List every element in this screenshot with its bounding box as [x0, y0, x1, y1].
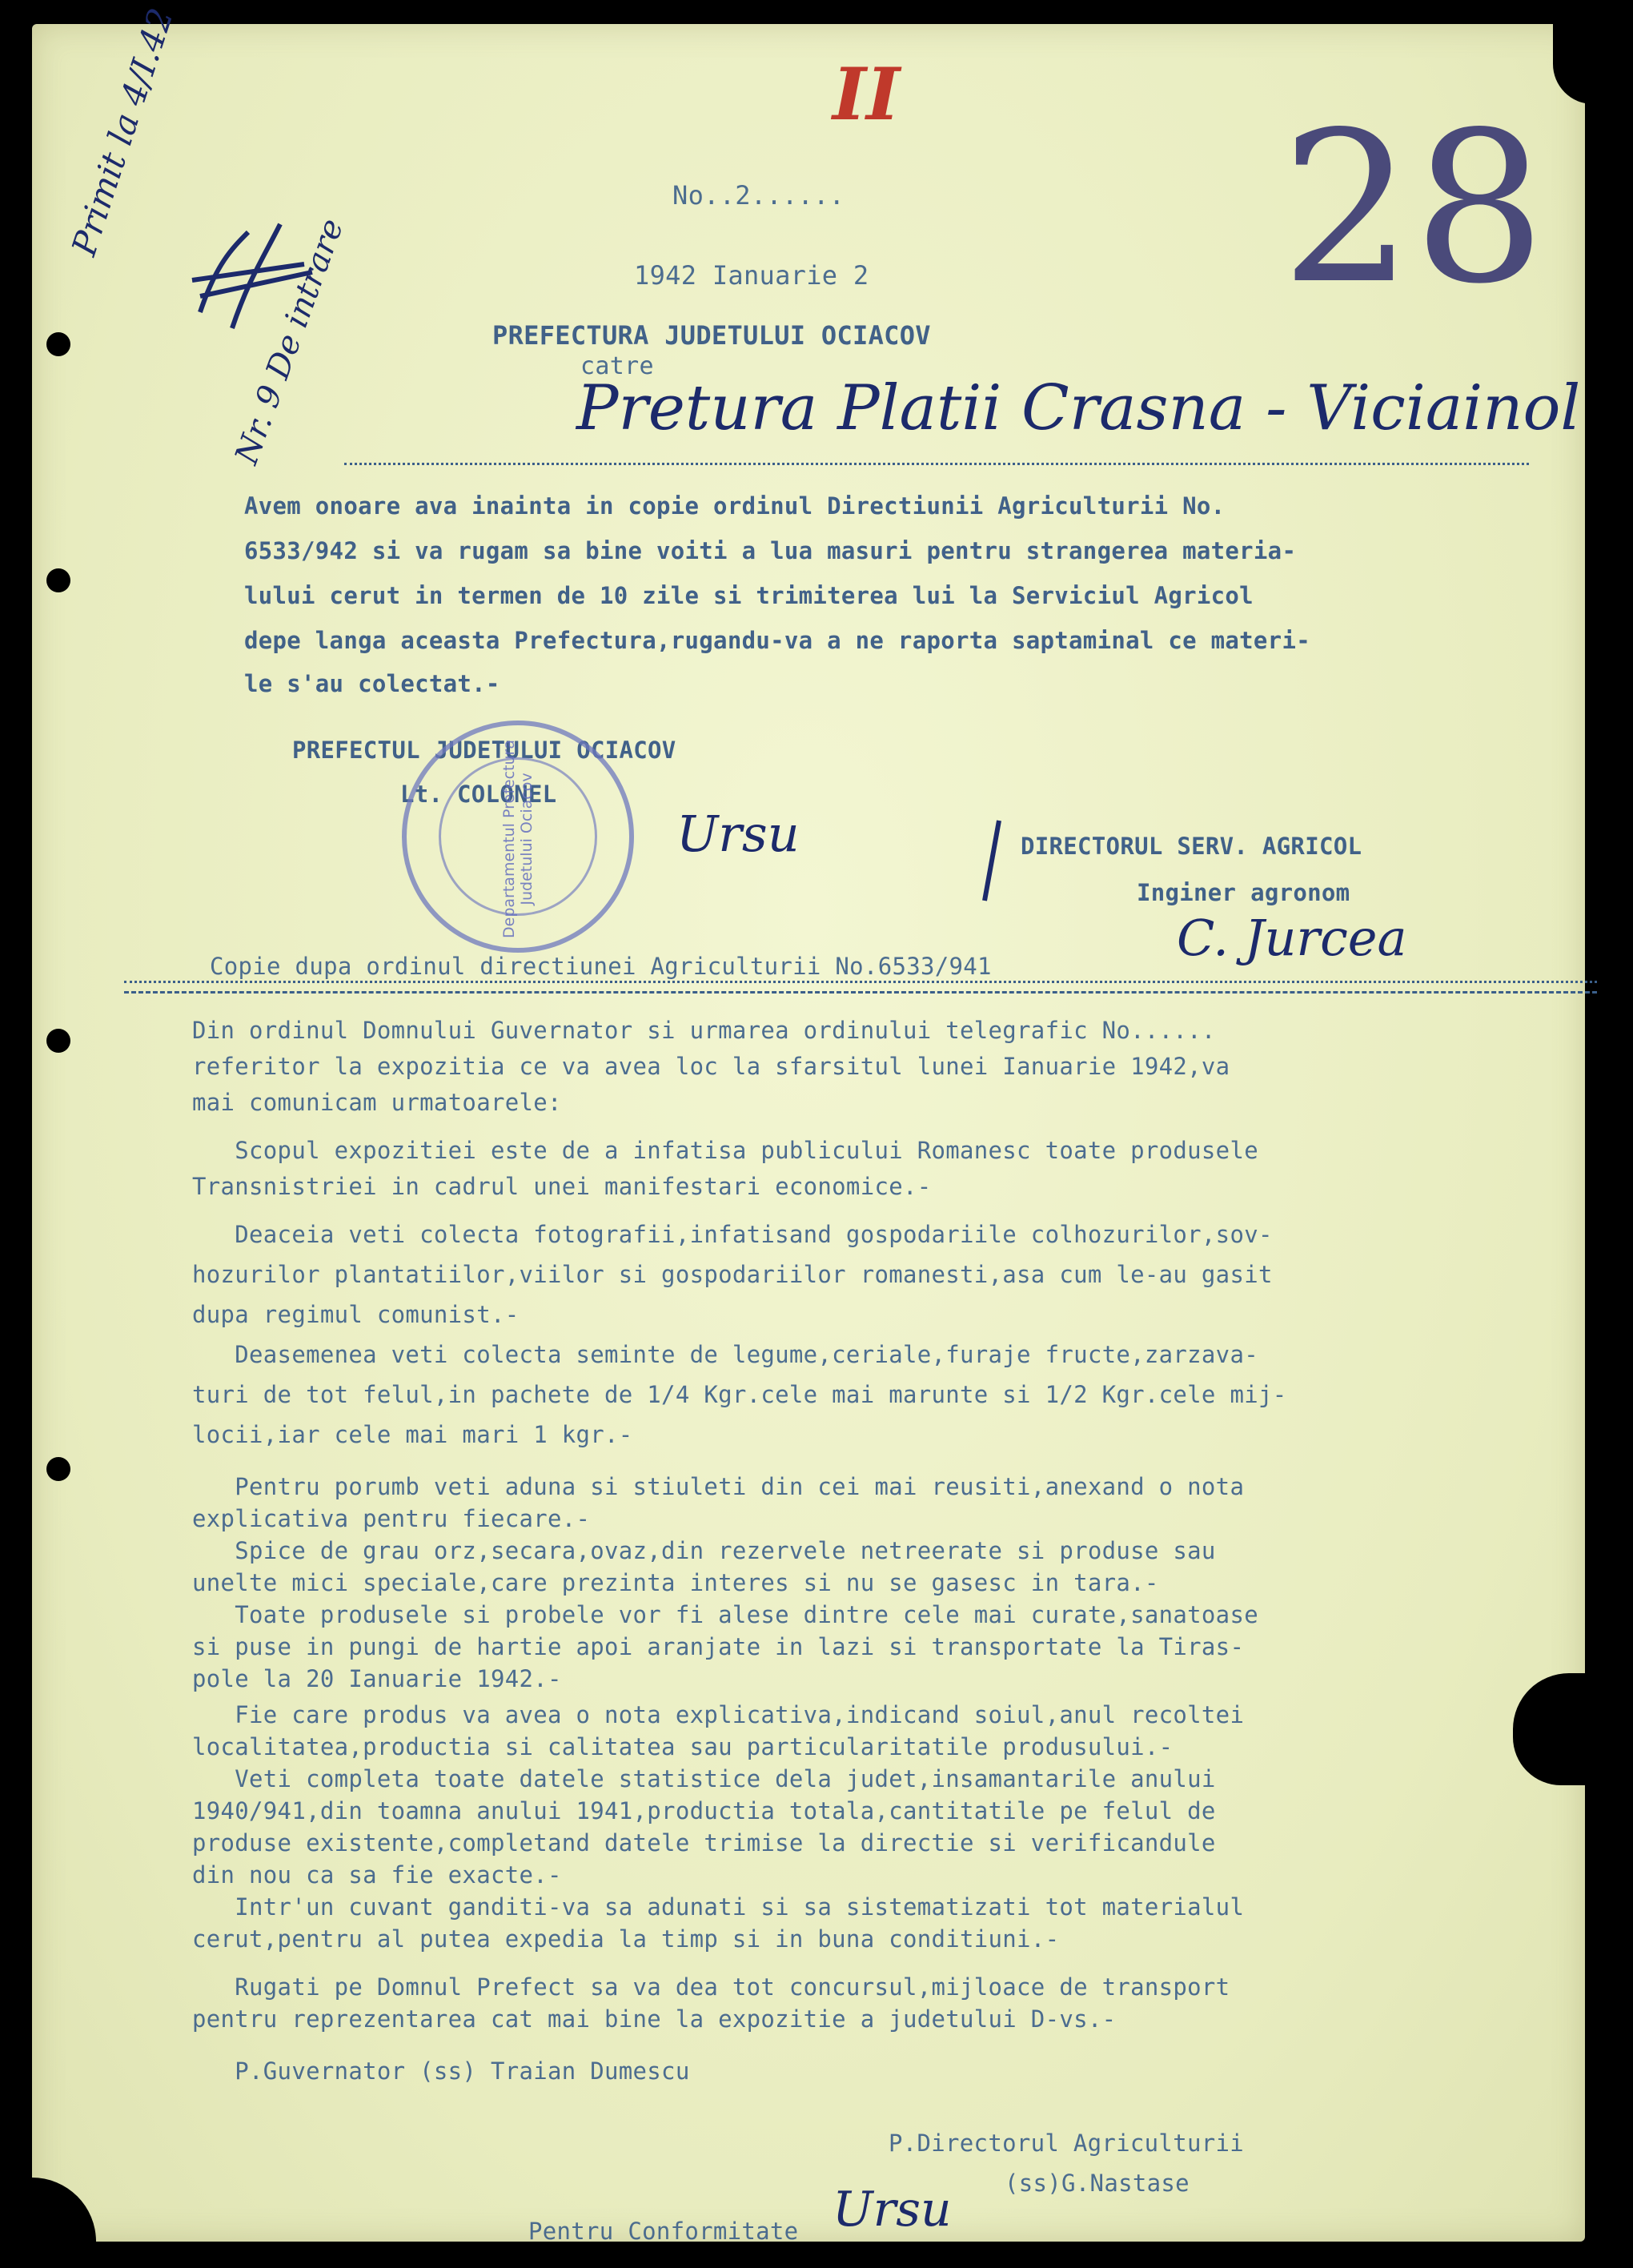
body-line: Transnistriei in cadrul unei manifestari economice.- [192, 1173, 932, 1200]
punch-hole [46, 332, 70, 356]
page-number: 28 [1281, 88, 1546, 330]
document-page [32, 3, 1585, 2245]
copy-heading: Copie dupa ordinul directiunei Agriculturii No.6533/941 [210, 953, 992, 980]
punch-hole [46, 1457, 70, 1481]
body-line: 1940/941,din toamna anului 1941,productia totala,cantitatile pe felul de [192, 1797, 1216, 1824]
body-line: Deasemenea veti colecta seminte de legume,ceriale,furaje fructe,zarzava- [192, 1341, 1258, 1368]
margin-initials [184, 216, 320, 336]
body-line: explicativa pentru fiecare.- [192, 1505, 591, 1532]
punch-hole [46, 1029, 70, 1053]
body-line: Din ordinul Domnului Guvernator si urmarea ordinului telegrafic No...... [192, 1017, 1216, 1044]
cover-line: le s'au colectat.- [244, 670, 500, 697]
recipient-rule [344, 463, 1529, 465]
conformity-label: Pentru Conformitate [528, 2218, 799, 2245]
roman-mark: II [833, 52, 901, 137]
director-agri-role: Inginer agronom [1137, 879, 1350, 906]
torn-edge [24, 2178, 96, 2250]
body-line: si puse in pungi de hartie apoi aranjate in lazi si transportate la Tiras- [192, 1633, 1245, 1660]
document-date: 1942 Ianuarie 2 [634, 260, 869, 291]
body-line: referitor la expozitia ce va avea loc la sfarsitul lunei Ianuarie 1942,va [192, 1053, 1230, 1080]
body-line: din nou ca sa fie exacte.- [192, 1861, 562, 1889]
body-line: Veti completa toate datele statistice dela judet,insamantarile anului [192, 1765, 1216, 1792]
body-line: dupa regimul comunist.- [192, 1301, 520, 1328]
director-agri-title: DIRECTORUL SERV. AGRICOL [1021, 833, 1362, 860]
cover-line: lului cerut in termen de 10 zile si trimiterea lui la Serviciul Agricol [244, 582, 1254, 609]
to-word: catre [580, 352, 654, 380]
issuer-title: PREFECTURA JUDETULUI OCIACOV [492, 320, 931, 351]
stamp-text: Departamentul Prefectura Judetului Ociacov [500, 740, 536, 938]
cover-line: Avem onoare ava inainta in copie ordinul Directiunii Agriculturii No. [244, 492, 1226, 520]
body-line: P.Guvernator (ss) Traian Dumescu [192, 2057, 690, 2085]
cover-line: 6533/942 si va rugam sa bine voiti a lua masuri pentru strangerea materia- [244, 537, 1297, 564]
body-line: Rugati pe Domnul Prefect sa va dea tot concursul,mijloace de transport [192, 1973, 1230, 2001]
prefect-signature: Ursu [676, 805, 800, 863]
body-line: produse existente,completand datele trimise la directie si verificandule [192, 1829, 1216, 1857]
body-line: Deaceia veti colecta fotografii,infatisand gospodariile colhozurilor,sov- [192, 1221, 1273, 1248]
body-line: localitatea,productia si calitatea sau particularitatile produsului.- [192, 1733, 1174, 1760]
prefect-title: PREFECTUL JUDETULUI OCIACOV [292, 737, 676, 764]
body-line: pentru reprezentarea cat mai bine la expozitie a judetului D-vs.- [192, 2005, 1117, 2033]
body-line: turi de tot felul,in pachete de 1/4 Kgr.cele mai marunte si 1/2 Kgr.cele mij- [192, 1381, 1287, 1408]
signature-stroke [977, 817, 1009, 905]
conformity-signature: Ursu [833, 2182, 952, 2238]
torn-edge [1553, 16, 1601, 104]
body-line: mai comunicam urmatoarele: [192, 1089, 562, 1116]
body-line: Pentru porumb veti aduna si stiuleti din cei mai reusiti,anexand o nota [192, 1473, 1245, 1500]
body-line: hozurilor plantatiilor,viilor si gospodariilor romanesti,asa cum le-au gasit [192, 1261, 1273, 1288]
document-number: No..2...... [672, 180, 845, 211]
body-line: Intr'un cuvant ganditi-va sa adunati si sa sistematizati tot materialul [192, 1893, 1245, 1921]
body-line: locii,iar cele mai mari 1 kgr.- [192, 1421, 633, 1448]
copy-heading-rule-bottom [124, 991, 1597, 994]
body-line: Toate produsele si probele vor fi alese dintre cele mai curate,sanatoase [192, 1601, 1258, 1628]
body-line: pole la 20 Ianuarie 1942.- [192, 1665, 562, 1692]
margin-note-entry-number: Nr. 9 De intrare [228, 214, 351, 469]
director-footer-title: P.Directorul Agriculturii [889, 2130, 1244, 2157]
body-line: unelte mici speciale,care prezinta interes si nu se gasesc in tara.- [192, 1569, 1159, 1596]
punch-hole [46, 568, 70, 592]
margin-note-received: Primit la 4/I.42 [64, 3, 181, 261]
official-stamp [402, 721, 634, 953]
body-line: cerut,pentru al putea expedia la timp si in buna conditiuni.- [192, 1925, 1060, 1953]
director-agri-signature: C. Jurcea [1177, 909, 1407, 967]
director-footer-name: (ss)G.Nastase [1005, 2170, 1190, 2197]
body-line: Fie care produs va avea o nota explicativa,indicand soiul,anul recoltei [192, 1701, 1245, 1728]
body-line: Spice de grau orz,secara,ovaz,din rezervele netreerate si produse sau [192, 1537, 1216, 1564]
cover-line: depe langa aceasta Prefectura,rugandu-va a ne raporta saptaminal ce materi- [244, 627, 1310, 654]
body-line: Scopul expozitiei este de a infatisa publicului Romanesc toate produsele [192, 1137, 1258, 1164]
copy-heading-rule-top [124, 981, 1597, 983]
prefect-rank: Lt. COLONEL [400, 781, 557, 808]
torn-edge [1513, 1673, 1601, 1785]
recipient: Pretura Platii Crasna - Viciainol [576, 372, 1581, 444]
